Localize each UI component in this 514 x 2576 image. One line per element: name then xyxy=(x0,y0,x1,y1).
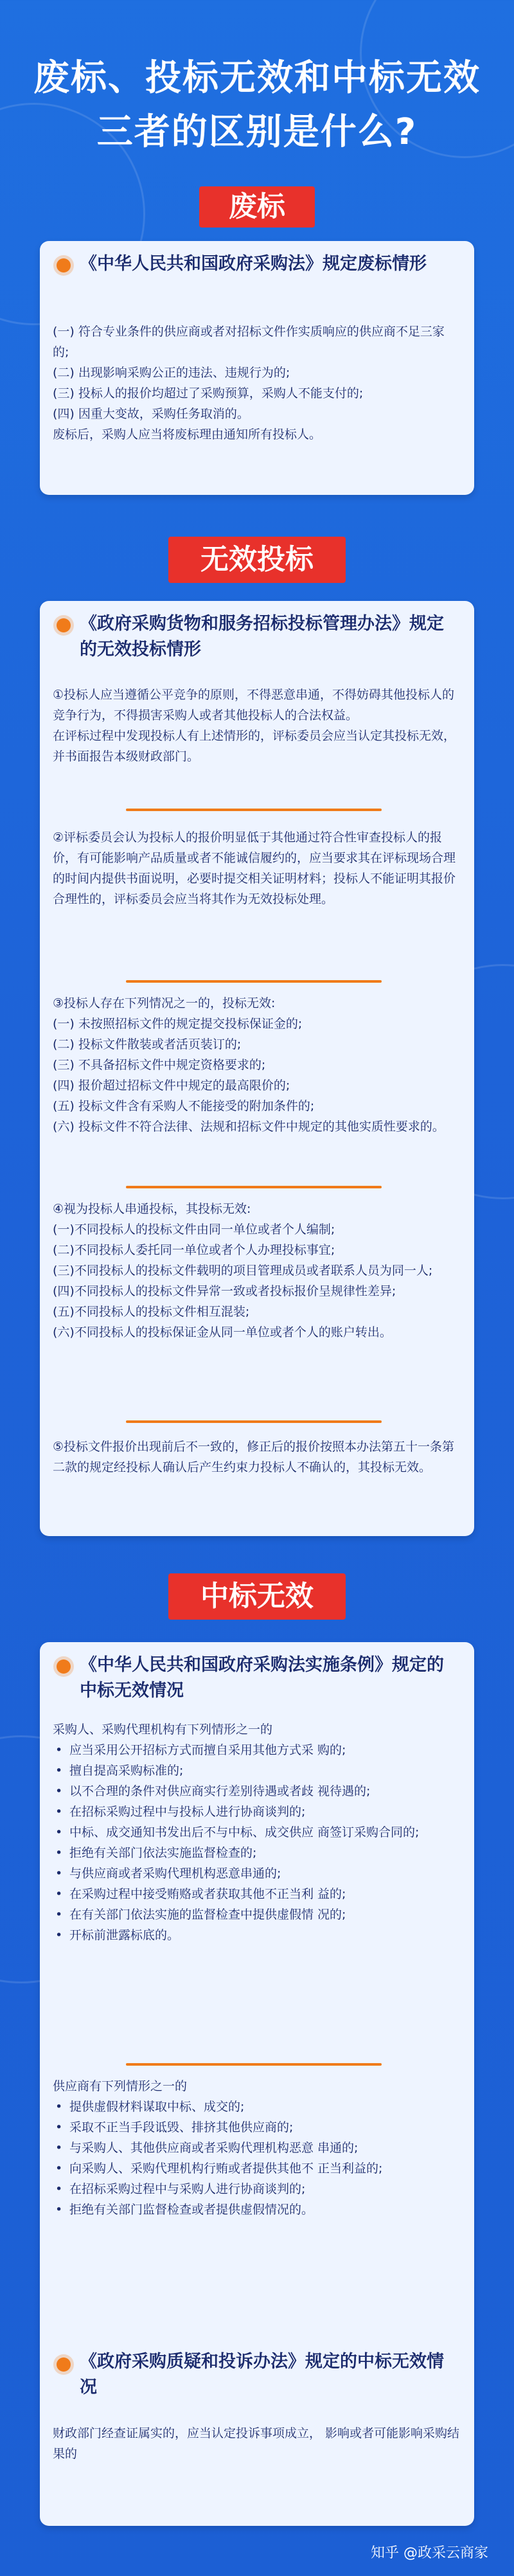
divider xyxy=(126,809,382,811)
list-item: • 擅自提高采购标准的; xyxy=(53,1760,460,1781)
list-item: • 向采购人、采购代理机构行贿或者提供其他不 正当利益的; xyxy=(53,2158,460,2179)
list-item: • 拒绝有关部门依法实施监督检查的; xyxy=(53,1843,460,1863)
bullet-dot-icon xyxy=(57,1659,71,1674)
divider xyxy=(126,980,382,983)
page-title xyxy=(0,51,514,159)
list-item: • 与供应商或者采购代理机构恶意串通的; xyxy=(53,1863,460,1884)
list-item: • 中标、成交通知书发出后不与中标、成交供应 商签订采购合同的; xyxy=(53,1822,460,1843)
zhongbiao-list-2 xyxy=(53,2076,460,2220)
footer-credit: 知乎 @政采云商家 xyxy=(371,2545,488,2561)
divider xyxy=(126,2063,382,2066)
paragraph: (六)不同投标人的投标保证金从同一单位或者个人的账户转出。 xyxy=(53,1325,392,1339)
list-item: • 以不合理的条件对供应商实行差别待遇或者歧 视待遇的; xyxy=(53,1781,460,1802)
divider xyxy=(126,1420,382,1423)
list-intro: 采购人、采购代理机构有下列情形之一的 xyxy=(53,1722,273,1737)
list-item: • 提供虚假材料谋取中标、成交的; xyxy=(53,2097,460,2117)
paragraph: (一) 未按照招标文件的规定提交投标保证金的; xyxy=(53,1017,303,1031)
paragraph: ①投标人应当遵循公平竞争的原则，不得恶意串通，不得妨碍其他投标人的竞争行为，不得损害采购人或者其他投标人的合法权益。 xyxy=(53,688,455,722)
paragraph: 财政部门经查证属实的，应当认定投诉事项成立， 影响或者可能影响采购结果的 xyxy=(53,2426,460,2461)
paragraph: (四) 因重大变故，采购任务取消的。 xyxy=(53,407,249,421)
zhongbiao-list-1 xyxy=(53,1719,460,1945)
paragraph: (五)不同投标人的投标文件相互混装; xyxy=(53,1305,250,1319)
paragraph: (四)不同投标人的投标文件异常一致或者投标报价呈规律性差异; xyxy=(53,1284,396,1298)
list-item: • 在招标采购过程中与投标人进行协商谈判的; xyxy=(53,1802,460,1822)
paragraph: (三) 投标人的报价均超过了采购预算，采购人不能支付的; xyxy=(53,386,364,400)
section-badge-feibiao: 废标 xyxy=(199,186,315,228)
wuxiao-card xyxy=(40,601,474,1536)
paragraph: ④视为投标人串通投标，其投标无效: xyxy=(53,1202,251,1216)
wuxiao-block-2 xyxy=(53,827,460,909)
zhongbiao-heading-2: 《政府采购质疑和投诉办法》规定的中标无效情况 xyxy=(80,2352,444,2397)
list-item: • 在招标采购过程中与采购人进行协商谈判的; xyxy=(53,2179,460,2199)
paragraph: 废标后，采购人应当将废标理由通知所有投标人。 xyxy=(53,427,322,442)
paragraph: (五) 投标文件含有采购人不能接受的附加条件的; xyxy=(53,1099,315,1113)
list-item: • 应当采用公开招标方式而擅自采用其他方式采 购的; xyxy=(53,1740,460,1760)
wuxiao-block-3 xyxy=(53,993,460,1137)
list-item: • 在采购过程中接受贿赂或者获取其他不正当利 益的; xyxy=(53,1884,460,1904)
wuxiao-block-4 xyxy=(53,1199,460,1343)
feibiao-heading: 《中华人民共和国政府采购法》规定废标情形 xyxy=(80,254,427,274)
paragraph: (一)不同投标人的投标文件由同一单位或者个人编制; xyxy=(53,1222,335,1237)
wuxiao-block-1 xyxy=(53,684,460,767)
section-badge-wuxiao: 无效投标 xyxy=(168,537,346,583)
list-item: • 在有关部门依法实施的监督检查中提供虚假情 况的; xyxy=(53,1904,460,1925)
bullet-dot-icon xyxy=(57,2357,71,2372)
paragraph: (四) 报价超过招标文件中规定的最高限价的; xyxy=(53,1078,290,1093)
list-item: • 采取不正当手段诋毁、排挤其他供应商的; xyxy=(53,2117,460,2138)
paragraph: (六) 投标文件不符合法律、法规和招标文件中规定的其他实质性要求的。 xyxy=(53,1120,445,1134)
zhongbiao-body-2 xyxy=(53,2423,460,2464)
list-item: • 开标前泄露标底的。 xyxy=(53,1925,460,1945)
paragraph: 在评标过程中发现投标人有上述情形的，评标委员会应当认定其投标无效，并书面报告本级财政部门。 xyxy=(53,729,456,764)
wuxiao-heading: 《政府采购货物和服务招标投标管理办法》规定的无效投标情形 xyxy=(80,614,444,659)
wuxiao-block-5 xyxy=(53,1436,460,1478)
feibiao-card xyxy=(40,241,474,495)
feibiao-body xyxy=(53,321,460,445)
list-intro: 供应商有下列情形之一的 xyxy=(53,2079,188,2093)
paragraph: (一) 符合专业条件的供应商或者对招标文件作实质响应的供应商不足三家的; xyxy=(53,325,445,359)
list-item: • 与采购人、其他供应商或者采购代理机构恶意 串通的; xyxy=(53,2138,460,2158)
zhongbiao-heading-1: 《中华人民共和国政府采购法实施条例》规定的中标无效情况 xyxy=(80,1655,444,1701)
paragraph: ③投标人存在下列情况之一的，投标无效: xyxy=(53,996,276,1010)
paragraph: (二) 出现影响采购公正的违法、违规行为的; xyxy=(53,366,290,380)
bullet-dot-icon xyxy=(57,258,71,273)
paragraph: ⑤投标文件报价出现前后不一致的，修正后的报价按照本办法第五十一条第二款的规定经投标人确认后产生约束力投标人不确认的，其投标无效。 xyxy=(53,1440,455,1474)
title-line-1: 废标、投标无效和中标无效 xyxy=(33,57,481,99)
title-line-2: 三者的区别是什么? xyxy=(96,111,418,153)
section-badge-zhongbiao: 中标无效 xyxy=(168,1573,346,1620)
zhongbiao-card xyxy=(40,1642,474,2526)
bullet-dot-icon xyxy=(57,618,71,632)
list-item: • 拒绝有关部门监督检查或者提供虚假情况的。 xyxy=(53,2199,460,2220)
paragraph: (二) 投标文件散装或者活页装订的; xyxy=(53,1037,242,1051)
paragraph: (二)不同投标人委托同一单位或者个人办理投标事宜; xyxy=(53,1243,335,1257)
paragraph: (三)不同投标人的投标文件载明的项目管理成员或者联系人员为同一人; xyxy=(53,1264,433,1278)
paragraph: (三) 不具备招标文件中规定资格要求的; xyxy=(53,1058,266,1072)
divider xyxy=(126,1186,382,1188)
paragraph: ②评标委员会认为投标人的报价明显低于其他通过符合性审查投标人的报价，有可能影响产品质量或者不能诚信履约的，应当要求其在评标现场合理的时间内提供书面说明，必要时提交相关证明材料；投标人不能证明其报价合理性的，评标委员会应当将其作为无效投标处理。 xyxy=(53,830,456,906)
